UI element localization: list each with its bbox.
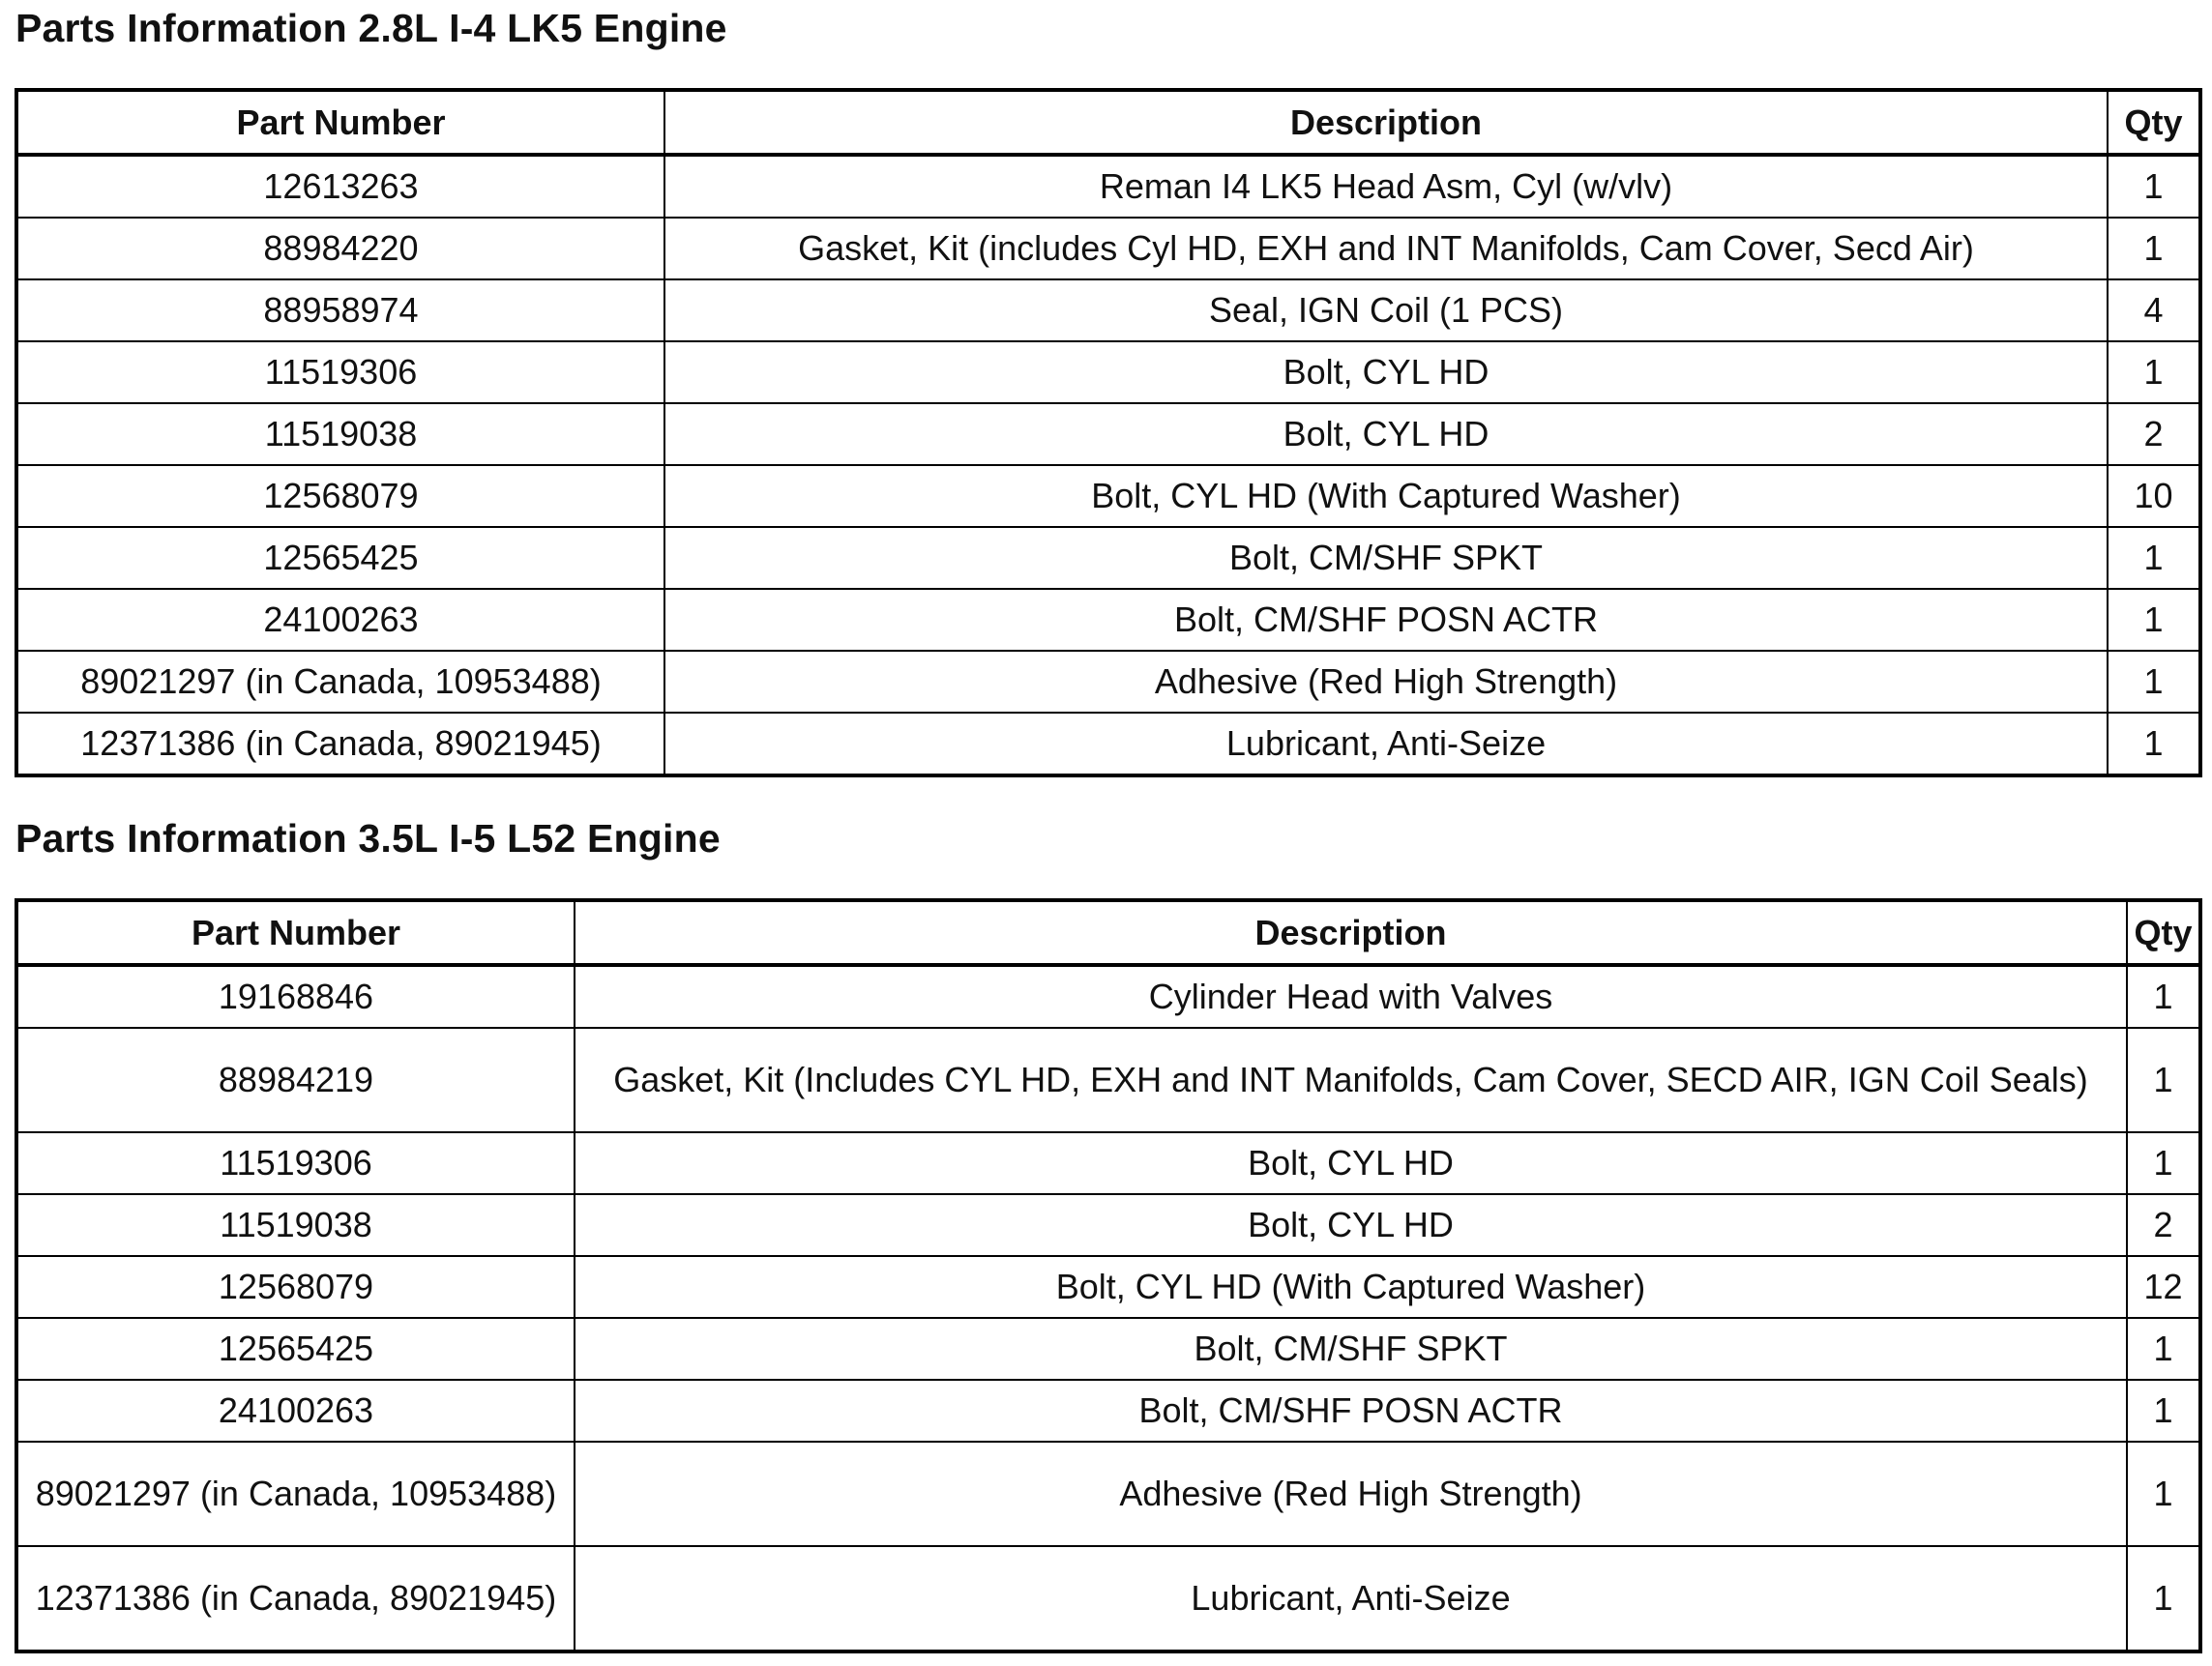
part-number-cell: 12565425	[16, 527, 664, 589]
part-number-cell: 88984220	[16, 218, 664, 279]
description-cell: Bolt, CM/SHF SPKT	[664, 527, 2108, 589]
qty-cell: 1	[2108, 155, 2200, 218]
qty-cell: 1	[2127, 965, 2200, 1028]
table-row	[16, 1194, 2200, 1256]
description-cell: Lubricant, Anti-Seize	[575, 1546, 2127, 1651]
table-row	[16, 465, 2200, 527]
table-row	[16, 1256, 2200, 1318]
table-row	[16, 341, 2200, 403]
qty-cell: 1	[2127, 1442, 2200, 1546]
section-title-lk5: Parts Information 2.8L I-4 LK5 Engine	[15, 6, 727, 50]
table-row	[16, 589, 2200, 651]
qty-cell: 2	[2108, 403, 2200, 465]
qty-cell: 1	[2127, 1546, 2200, 1651]
description-cell: Bolt, CYL HD	[575, 1194, 2127, 1256]
table-row	[16, 1028, 2200, 1132]
description-cell: Bolt, CM/SHF SPKT	[575, 1318, 2127, 1380]
part-number-cell: 24100263	[16, 589, 664, 651]
qty-cell: 1	[2127, 1380, 2200, 1442]
table-header-row	[16, 900, 2200, 965]
column-header-description: Description	[664, 90, 2108, 155]
table-row	[16, 279, 2200, 341]
table-row	[16, 651, 2200, 713]
table-row	[16, 1318, 2200, 1380]
qty-cell: 2	[2127, 1194, 2200, 1256]
description-cell: Adhesive (Red High Strength)	[575, 1442, 2127, 1546]
part-number-cell: 11519306	[16, 341, 664, 403]
table-row	[16, 1132, 2200, 1194]
column-header-qty: Qty	[2108, 90, 2200, 155]
column-header-part-number: Part Number	[16, 90, 664, 155]
part-number-cell: 11519038	[16, 1194, 575, 1256]
table-header-row	[16, 90, 2200, 155]
part-number-cell: 89021297 (in Canada, 10953488)	[16, 1442, 575, 1546]
part-number-cell: 12568079	[16, 1256, 575, 1318]
part-number-cell: 88958974	[16, 279, 664, 341]
section-title-l52: Parts Information 3.5L I-5 L52 Engine	[15, 816, 721, 861]
table-row	[16, 403, 2200, 465]
description-cell: Adhesive (Red High Strength)	[664, 651, 2108, 713]
qty-cell: 1	[2108, 218, 2200, 279]
table-row	[16, 155, 2200, 218]
part-number-cell: 89021297 (in Canada, 10953488)	[16, 651, 664, 713]
part-number-cell: 12371386 (in Canada, 89021945)	[16, 1546, 575, 1651]
description-cell: Bolt, CYL HD (With Captured Washer)	[575, 1256, 2127, 1318]
qty-cell: 1	[2108, 341, 2200, 403]
description-cell: Bolt, CM/SHF POSN ACTR	[575, 1380, 2127, 1442]
description-cell: Bolt, CYL HD	[664, 403, 2108, 465]
table-row	[16, 527, 2200, 589]
part-number-cell: 12568079	[16, 465, 664, 527]
parts-table-l52	[15, 898, 2202, 1653]
description-cell: Cylinder Head with Valves	[575, 965, 2127, 1028]
qty-cell: 1	[2108, 651, 2200, 713]
column-header-description: Description	[575, 900, 2127, 965]
part-number-cell: 11519306	[16, 1132, 575, 1194]
qty-cell: 1	[2108, 527, 2200, 589]
part-number-cell: 11519038	[16, 403, 664, 465]
part-number-cell: 12565425	[16, 1318, 575, 1380]
description-cell: Bolt, CYL HD	[575, 1132, 2127, 1194]
part-number-cell: 24100263	[16, 1380, 575, 1442]
description-cell: Bolt, CM/SHF POSN ACTR	[664, 589, 2108, 651]
description-cell: Gasket, Kit (includes Cyl HD, EXH and INT Manifolds, Cam Cover, Secd Air)	[664, 218, 2108, 279]
description-cell: Bolt, CYL HD (With Captured Washer)	[664, 465, 2108, 527]
qty-cell: 12	[2127, 1256, 2200, 1318]
table-row	[16, 713, 2200, 775]
qty-cell: 1	[2127, 1028, 2200, 1132]
qty-cell: 1	[2108, 589, 2200, 651]
qty-cell: 4	[2108, 279, 2200, 341]
table-row	[16, 1546, 2200, 1651]
table-row	[16, 1442, 2200, 1546]
column-header-qty: Qty	[2127, 900, 2200, 965]
part-number-cell: 12371386 (in Canada, 89021945)	[16, 713, 664, 775]
qty-cell: 1	[2127, 1318, 2200, 1380]
description-cell: Bolt, CYL HD	[664, 341, 2108, 403]
description-cell: Seal, IGN Coil (1 PCS)	[664, 279, 2108, 341]
table-row	[16, 1380, 2200, 1442]
parts-table-lk5	[15, 88, 2202, 777]
qty-cell: 10	[2108, 465, 2200, 527]
description-cell: Gasket, Kit (Includes CYL HD, EXH and INT Manifolds, Cam Cover, SECD AIR, IGN Coil Seals)	[575, 1028, 2127, 1132]
part-number-cell: 88984219	[16, 1028, 575, 1132]
part-number-cell: 12613263	[16, 155, 664, 218]
qty-cell: 1	[2108, 713, 2200, 775]
column-header-part-number: Part Number	[16, 900, 575, 965]
description-cell: Lubricant, Anti-Seize	[664, 713, 2108, 775]
description-cell: Reman I4 LK5 Head Asm, Cyl (w/vlv)	[664, 155, 2108, 218]
qty-cell: 1	[2127, 1132, 2200, 1194]
table-row	[16, 965, 2200, 1028]
part-number-cell: 19168846	[16, 965, 575, 1028]
table-row	[16, 218, 2200, 279]
